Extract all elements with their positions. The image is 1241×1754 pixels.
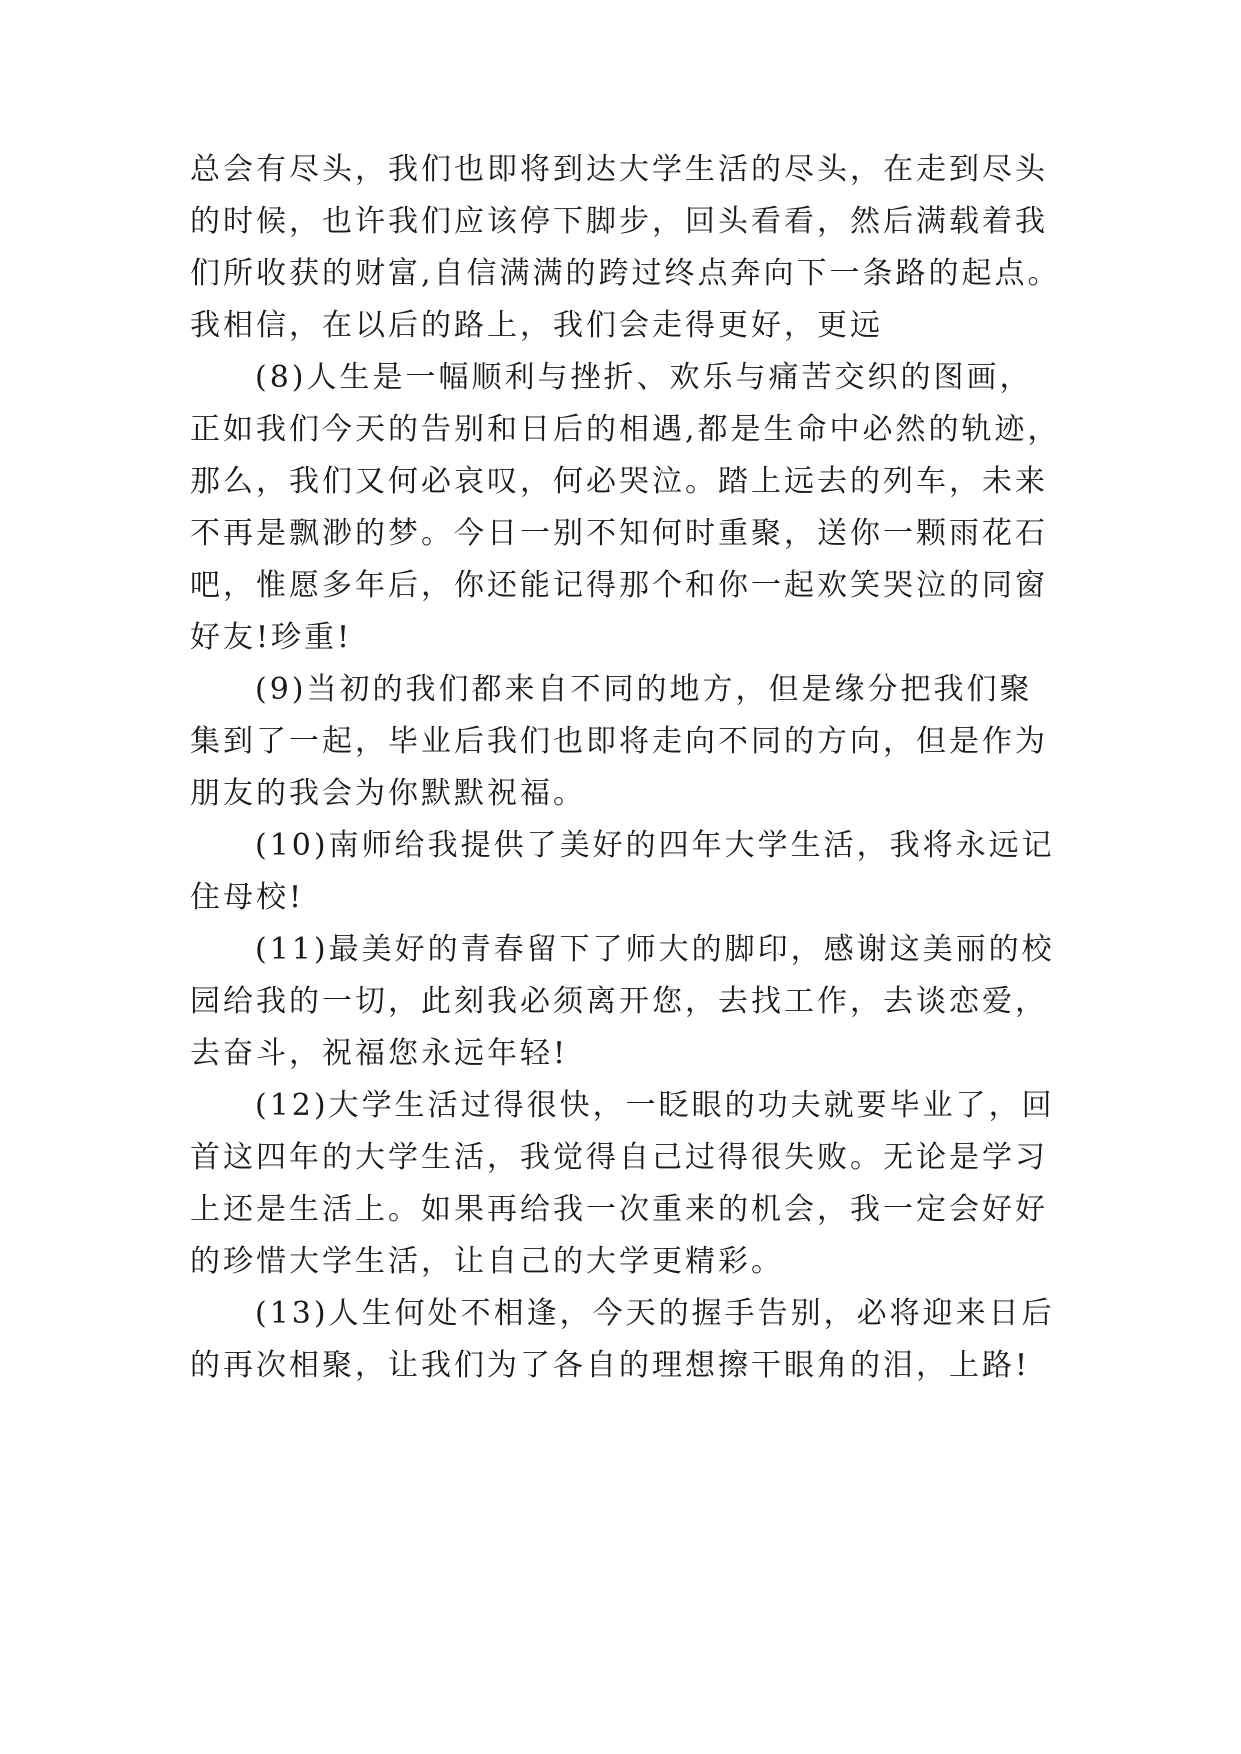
- text-line: 我相信，在以后的路上，我们会走得更好，更远: [190, 308, 883, 343]
- text-line: 的再次相聚，让我们为了各自的理想擦干眼角的泪，上路!: [190, 1348, 1031, 1383]
- text-line: 们所收获的财富,自信满满的跨过终点奔向下一条路的起点。: [190, 256, 1061, 291]
- text-line: 集到了一起，毕业后我们也即将走向不同的方向，但是作为: [190, 724, 1048, 759]
- paragraph-start-line: (13)人生何处不相逢，今天的握手告别，必将迎来日后: [255, 1296, 1055, 1331]
- text-line: 不再是飘渺的梦。今日一别不知何时重聚，送你一颗雨花石: [190, 516, 1048, 551]
- text-line: 的珍惜大学生活，让自己的大学更精彩。: [190, 1244, 784, 1279]
- text-line: 好友!珍重!: [190, 620, 353, 655]
- text-line: 去奋斗，祝福您永远年轻!: [190, 1036, 569, 1071]
- text-line: 首这四年的大学生活，我觉得自己过得很失败。无论是学习: [190, 1140, 1048, 1175]
- text-line: 那么，我们又何必哀叹，何必哭泣。踏上远去的列车，未来: [190, 464, 1048, 499]
- paragraph-start-line: (10)南师给我提供了美好的四年大学生活，我将永远记: [255, 828, 1055, 863]
- text-line: 的时候，也许我们应该停下脚步，回头看看，然后满载着我: [190, 204, 1048, 239]
- text-line: 园给我的一切，此刻我必须离开您，去找工作，去谈恋爱，: [190, 984, 1048, 1019]
- text-line: 吧，惟愿多年后，你还能记得那个和你一起欢笑哭泣的同窗: [190, 568, 1048, 603]
- paragraph-start-line: (9)当初的我们都来自不同的地方，但是缘分把我们聚: [255, 672, 1033, 707]
- paragraph-start-line: (11)最美好的青春留下了师大的脚印，感谢这美丽的校: [255, 932, 1055, 967]
- text-line: 正如我们今天的告别和日后的相遇,都是生命中必然的轨迹，: [190, 412, 1061, 447]
- text-line: 总会有尽头，我们也即将到达大学生活的尽头，在走到尽头: [190, 152, 1048, 187]
- text-line: 住母校!: [190, 880, 305, 915]
- text-line: 上还是生活上。如果再给我一次重来的机会，我一定会好好: [190, 1192, 1048, 1227]
- paragraph-start-line: (8)人生是一幅顺利与挫折、欢乐与痛苦交织的图画，: [255, 360, 1033, 395]
- paragraph-start-line: (12)大学生活过得很快，一眨眼的功夫就要毕业了，回: [255, 1088, 1055, 1123]
- text-line: 朋友的我会为你默默祝福。: [190, 776, 586, 811]
